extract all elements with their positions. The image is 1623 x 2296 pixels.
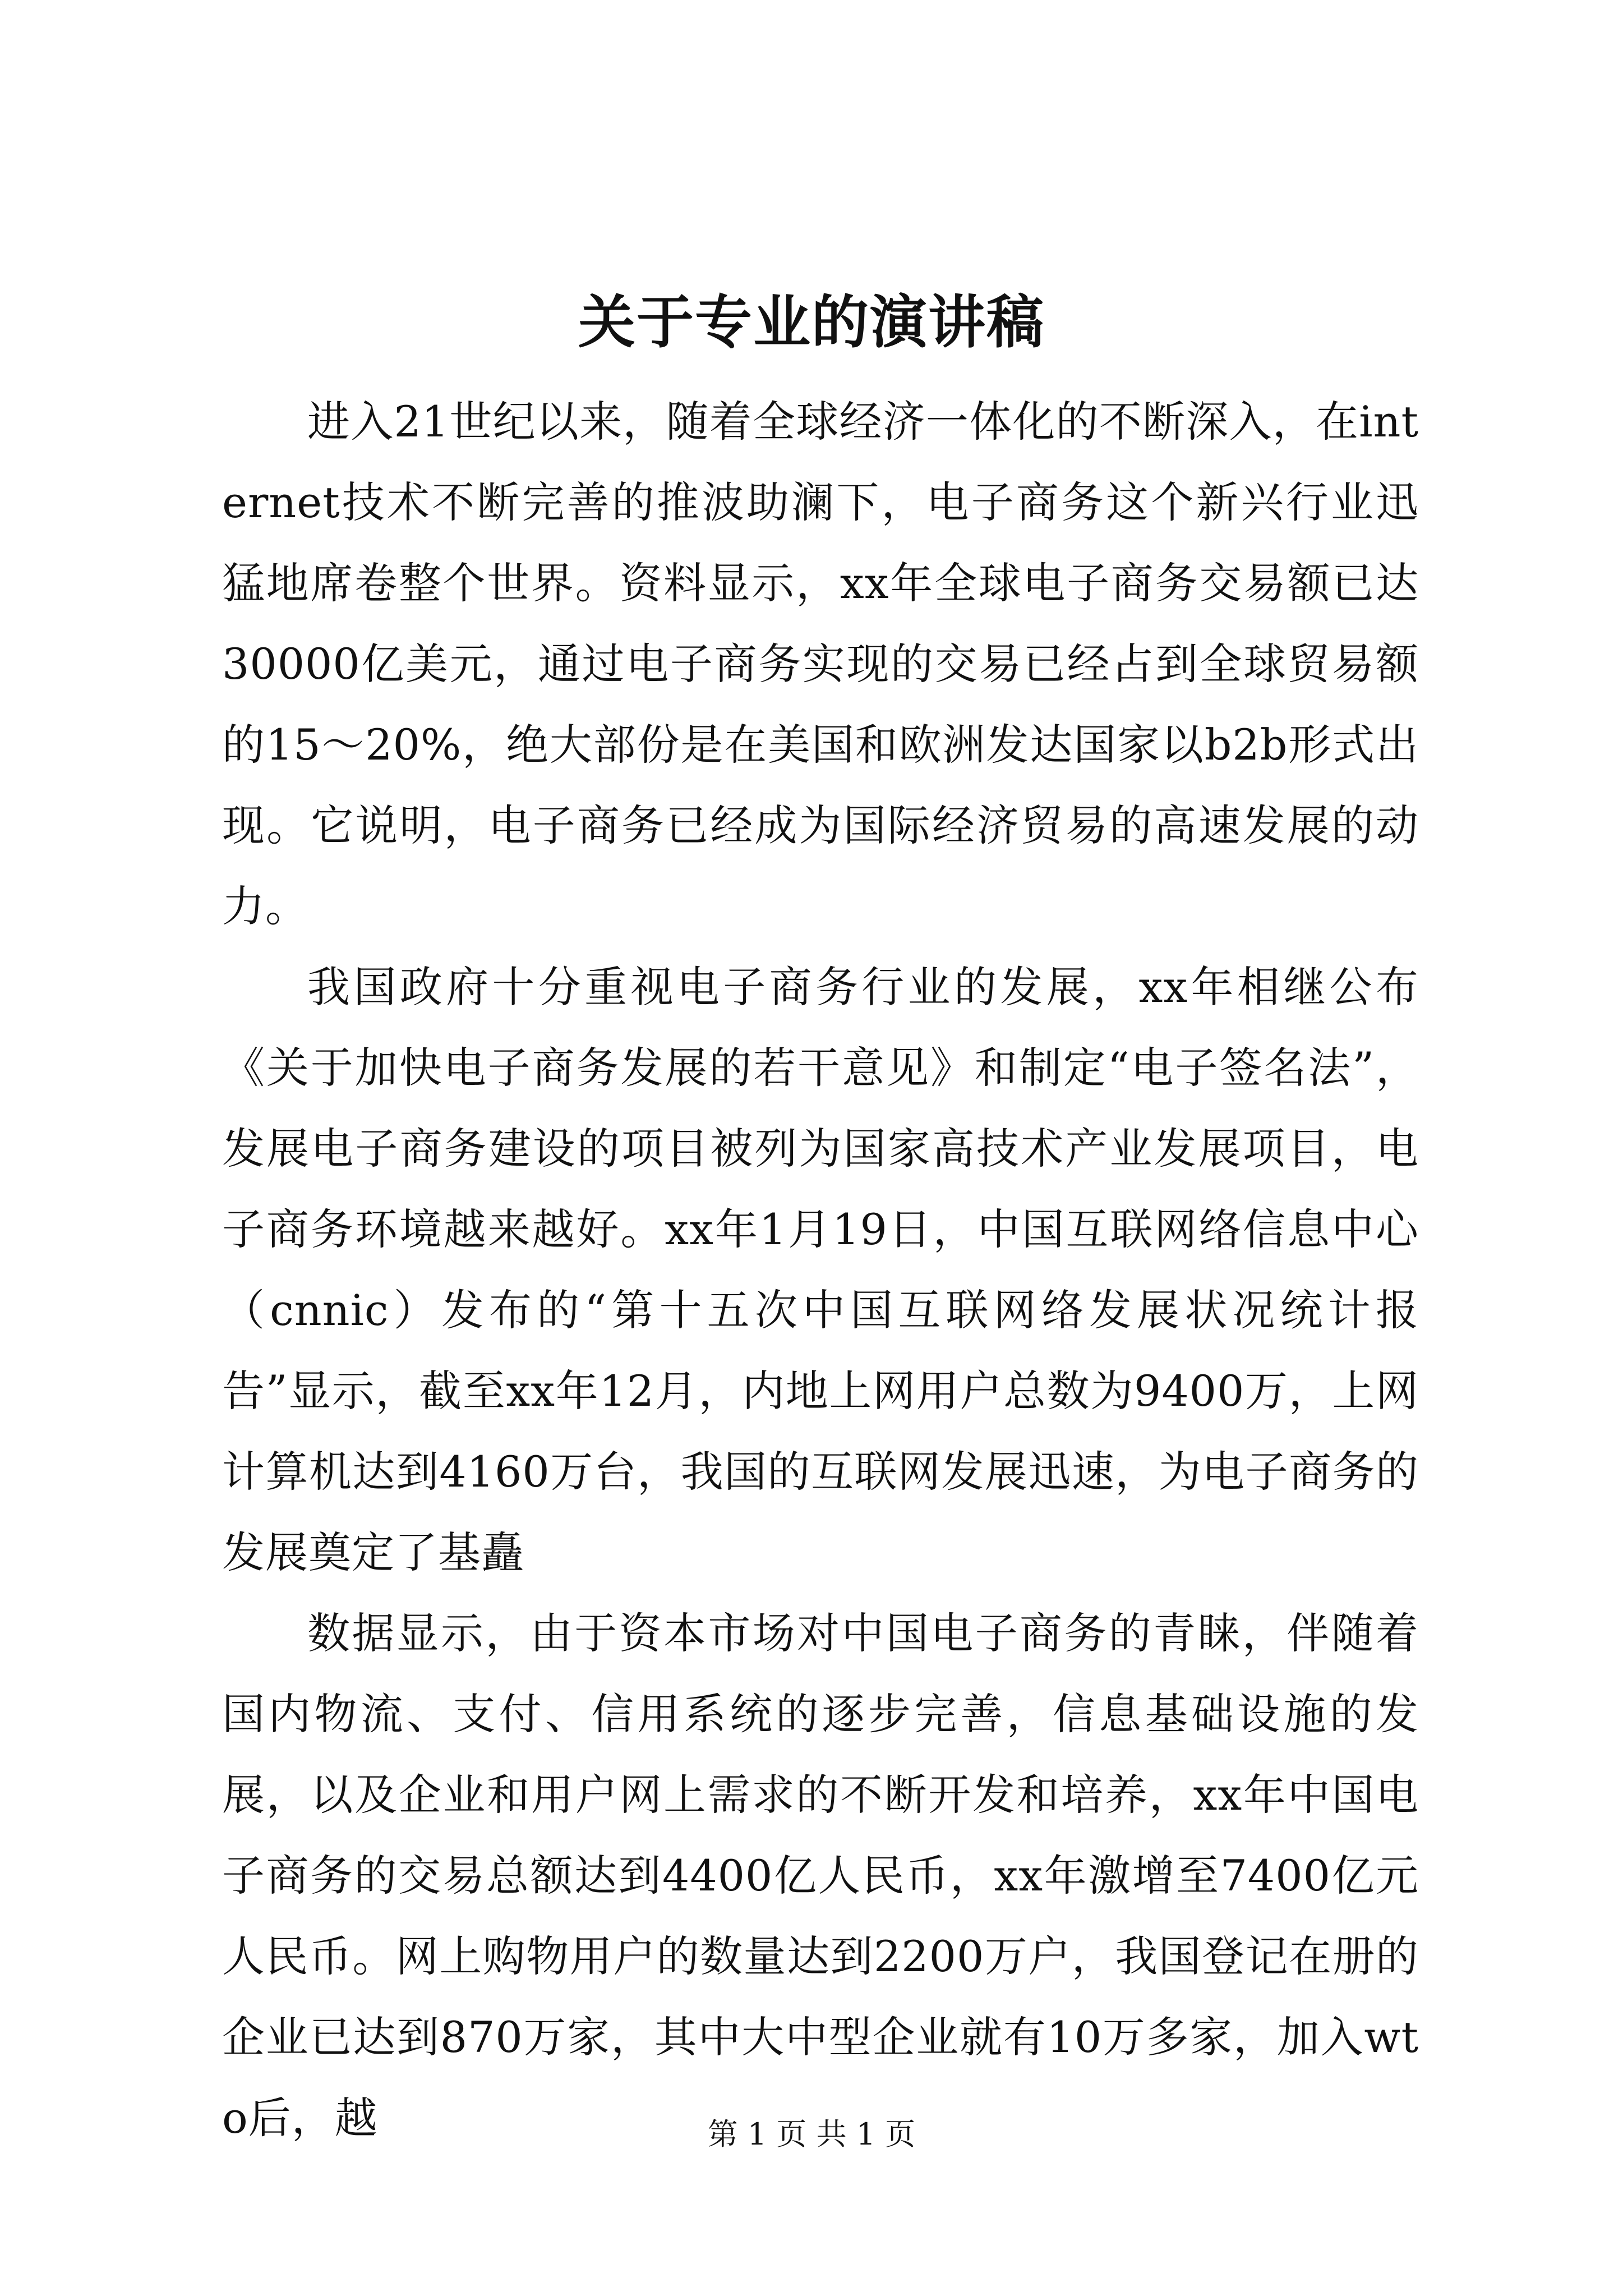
page-footer: 第 1 页 共 1 页 xyxy=(707,2116,916,2152)
document-title: 关于专业的演讲稿 xyxy=(578,289,1045,356)
paragraph-2: 我国政府十分重视电子商务行业的发展，xx年相继公布《关于加快电子商务发展的若干意见》和制定“电子签名法”，发展电子商务建设的项目被列为国家高技术产业发展项目，电子商务环境越来越好。xx年1月19日，中国互联网络信息中心（cnnic）发布的“第十五次中国互联网络发展状况统计报告”显示，截至xx年12月，内地上网用户总数为9400万，上网计算机达到4160万台，我国的互联网发展迅速，为电子商务的发展奠定了基矗 xyxy=(222,962,1419,1577)
document-body xyxy=(222,381,1419,2159)
paragraph-1: 进入21世纪以来，随着全球经济一体化的不断深入，在internet技术不断完善的推波助澜下，电子商务这个新兴行业迅猛地席卷整个世界。资料显示，xx年全球电子商务交易额已达30000亿美元，通过电子商务实现的交易已经占到全球贸易额的15～20%，绝大部份是在美国和欧洲发达国家以b2b形式出现。它说明，电子商务已经成为国际经济贸易的高速发展的动力。 xyxy=(222,397,1419,931)
paragraph-3: 数据显示，由于资本市场对中国电子商务的青睐，伴随着国内物流、支付、信用系统的逐步完善，信息基础设施的发展，以及企业和用户网上需求的不断开发和培养，xx年中国电子商务的交易总额达到4400亿人民币，xx年激增至7400亿元人民币。网上购物用户的数量达到2200万户，我国登记在册的企业已达到870万家，其中大中型企业就有10万多家，加入wto后，越 xyxy=(222,1608,1419,2143)
